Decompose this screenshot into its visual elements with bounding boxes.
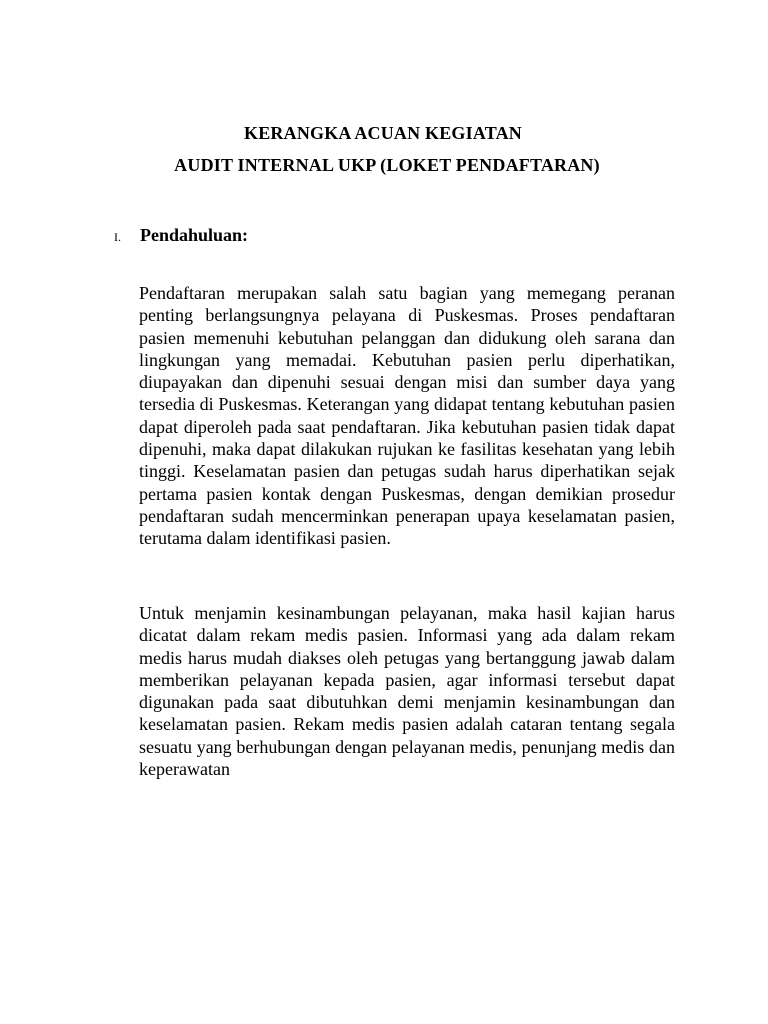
document-subtitle: AUDIT INTERNAL UKP (LOKET PENDAFTARAN) bbox=[174, 155, 600, 175]
document-title: KERANGKA ACUAN KEGIATAN bbox=[244, 123, 522, 143]
paragraph-1: Pendaftaran merupakan salah satu bagian yang memegang peranan penting berlangsungnya pelayana di Puskesmas. Proses pendaftaran pasien memenuhi kebutuhan pelanggan dan didukung oleh sarana dan lingkungan yang memadai. Kebutuhan pasien perlu diperhatikan, diupayakan dan dipenuhi sesuai dengan misi dan sumber daya yang tersedia di Puskesmas. Keterangan yang didapat tentang kebutuhan pasien dapat diperoleh pada saat pendaftaran. Jika kebutuhan pasien tidak dapat dipenuhi, maka dapat dilakukan rujukan ke fasilitas kesehatan yang lebih tinggi. Keselamatan pasien dan petugas sudah harus diperhatikan sejak pertama pasien kontak dengan Puskesmas, dengan demikian prosedur pendaftaran sudah mencerminkan penerapan upaya keselamatan pasien, terutama dalam identifikasi pasien. bbox=[139, 283, 675, 549]
section-number: I. bbox=[114, 230, 121, 244]
section-heading bbox=[114, 225, 248, 246]
paragraph-2: Untuk menjamin kesinambungan pelayanan, maka hasil kajian harus dicatat dalam rekam medis pasien. Informasi yang ada dalam rekam medis harus mudah diakses oleh petugas yang bertanggung jawab dalam memberikan pelayanan kepada pasien, agar informasi tersebut dapat digunakan pada saat dibutuhkan demi menjamin kesinambungan dan keselamatan pasien. Rekam medis pasien adalah cataran tentang segala sesuatu yang berhubungan dengan pelayanan medis, penunjang medis dan keperawatan bbox=[139, 603, 675, 780]
section-title: Pendahuluan: bbox=[140, 225, 249, 245]
